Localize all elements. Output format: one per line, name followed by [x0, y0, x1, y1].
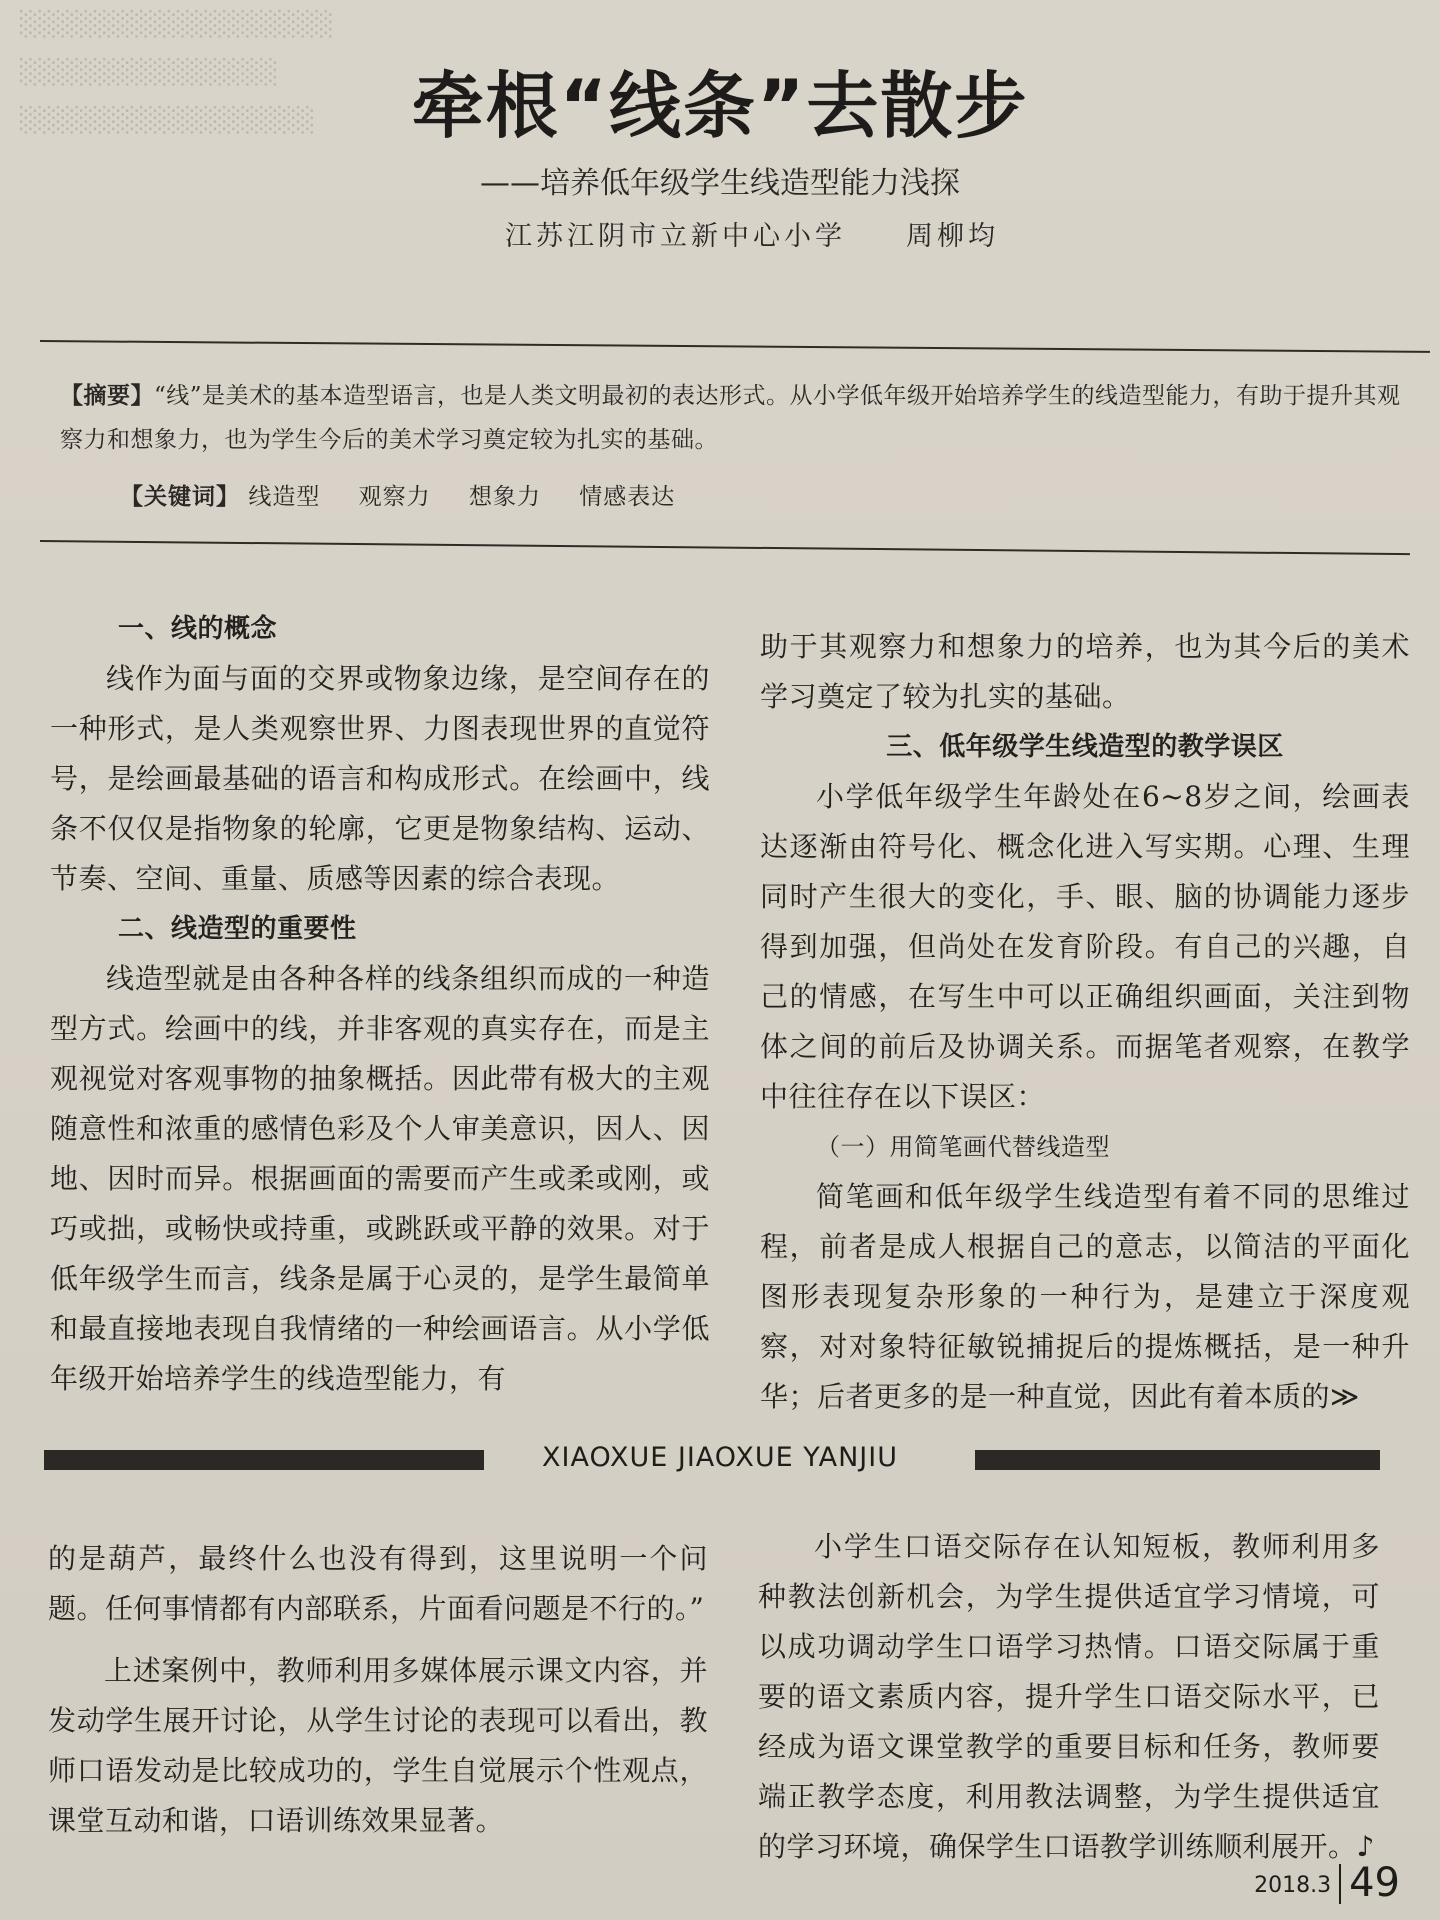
top-divider [40, 340, 1430, 353]
journal-name: XIAOXUE JIAOXUE YANJIU [542, 1442, 898, 1473]
issue-date: 2018.3 [1254, 1873, 1332, 1898]
banner-bar-right [975, 1450, 1380, 1470]
keyword: 线造型 [248, 484, 321, 510]
bottom-right-column [758, 1522, 1380, 1872]
subsection-heading: （一）用简笔画代替线造型 [816, 1133, 1110, 1161]
author-affiliation: 江苏江阴市立新中心小学 [505, 221, 846, 252]
paragraph: 的是葫芦，最终什么也没有得到，这里说明一个问题。任何事情都有内部联系，片面看问题是不行的。” [48, 1542, 708, 1625]
article-title: 牵根“线条”去散步 [411, 64, 1029, 148]
keywords-block [120, 478, 705, 511]
left-column [50, 604, 710, 1404]
paragraph: 助于其观察力和想象力的培养，也为其今后的美术学习奠定了较为扎实的基础。 [760, 630, 1410, 713]
footer-separator [1339, 1864, 1341, 1904]
paragraph: 小学低年级学生年龄处在6~8岁之间，绘画表达逐渐由符号化、概念化进入写实期。心理、生理同时产生很大的变化，手、眼、脑的协调能力逐步得到加强，但尚处在发育阶段。有自己的兴趣，自己的情感，在写生中可以正确组织画面，关注到物体之间的前后及协调关系。而据笔者观察，在教学中往往存在以下误区： [760, 780, 1410, 1113]
keywords-label: 【关键词】 [120, 484, 240, 510]
keyword: 想象力 [468, 484, 541, 510]
continue-arrow-icon: ≫ [1330, 1380, 1360, 1413]
keyword: 情感表达 [579, 484, 676, 510]
page-footer [1254, 1860, 1400, 1906]
paragraph [760, 1172, 1410, 1422]
section-heading-2: 二、线造型的重要性 [118, 914, 357, 944]
author-line [505, 214, 999, 253]
abstract-label: 【摘要】 [60, 383, 154, 409]
paragraph-text: 小学生口语交际存在认知短板，教师利用多种教法创新机会，为学生提供适宜学习情境，可以成功调动学生口语学习热情。口语交际属于重要的语文素质内容，提升学生口语交际水平，已经成为语文课堂教学的重要目标和任务，教师要端正教学态度，利用教法调整，为学生提供适宜的学习环境，确保学生口语教学训练顺利展开。 [758, 1530, 1380, 1863]
section-heading-1: 一、线的概念 [118, 614, 278, 644]
page-number: 49 [1349, 1860, 1400, 1906]
paragraph: 线造型就是由各种各样的线条组织而成的一种造型方式。绘画中的线，并非客观的真实存在，而是主观视觉对客观事物的抽象概括。因此带有极大的主观随意性和浓重的感情色彩及个人审美意识，因人、因地、因时而异。根据画面的需要而产生或柔或刚，或巧或拙，或畅快或持重，或跳跃或平静的效果。对于低年级学生而言，线条是属于心灵的，是学生最简单和最直接地表现自我情绪的一种绘画语言。从小学低年级开始培养学生的线造型能力，有 [50, 962, 710, 1395]
music-note-icon: ♪ [1356, 1830, 1375, 1863]
right-column [760, 622, 1410, 1422]
abstract-text: “线”是美术的基本造型语言，也是人类文明最初的表达形式。从小学低年级开始培养学生的线造型能力，有助于提升其观察力和想象力，也为学生今后的美术学习奠定较为扎实的基础。 [60, 383, 1401, 453]
bottom-left-column [48, 1534, 708, 1846]
abstract-block [60, 374, 1420, 462]
bottom-divider [40, 540, 1410, 555]
article-subtitle: ——培养低年级学生线造型能力浅探 [480, 166, 960, 201]
paragraph [758, 1522, 1380, 1872]
author-name: 周柳均 [906, 221, 999, 252]
paragraph-text: 简笔画和低年级学生线造型有着不同的思维过程，前者是成人根据自己的意志，以简洁的平面化图形表现复杂形象的一种行为，是建立于深度观察，对对象特征敏锐捕捉后的提炼概括，是一种升华；后者更多的是一种直觉，因此有着本质的 [760, 1180, 1410, 1413]
keyword: 观察力 [358, 484, 431, 510]
paragraph: 线作为面与面的交界或物象边缘，是空间存在的一种形式，是人类观察世界、力图表现世界的直觉符号，是绘画最基础的语言和构成形式。在绘画中，线条不仅仅是指物象的轮廓，它更是物象结构、运动、节奏、空间、重量、质感等因素的综合表现。 [50, 662, 710, 895]
bleed-through-texture: ░░░░░░░░░░░░░░░░░ ░░░░░░░░░░░░░░ ░░░░░░░░░░░░░░░░ [20, 10, 334, 134]
section-heading-3: 三、低年级学生线造型的教学误区 [886, 732, 1284, 762]
paragraph: 上述案例中，教师利用多媒体展示课文内容，并发动学生展开讨论，从学生讨论的表现可以看出，教师口语发动是比较成功的，学生自觉展示个性观点，课堂互动和谐，口语训练效果显著。 [48, 1654, 708, 1837]
journal-banner [0, 1440, 1440, 1480]
